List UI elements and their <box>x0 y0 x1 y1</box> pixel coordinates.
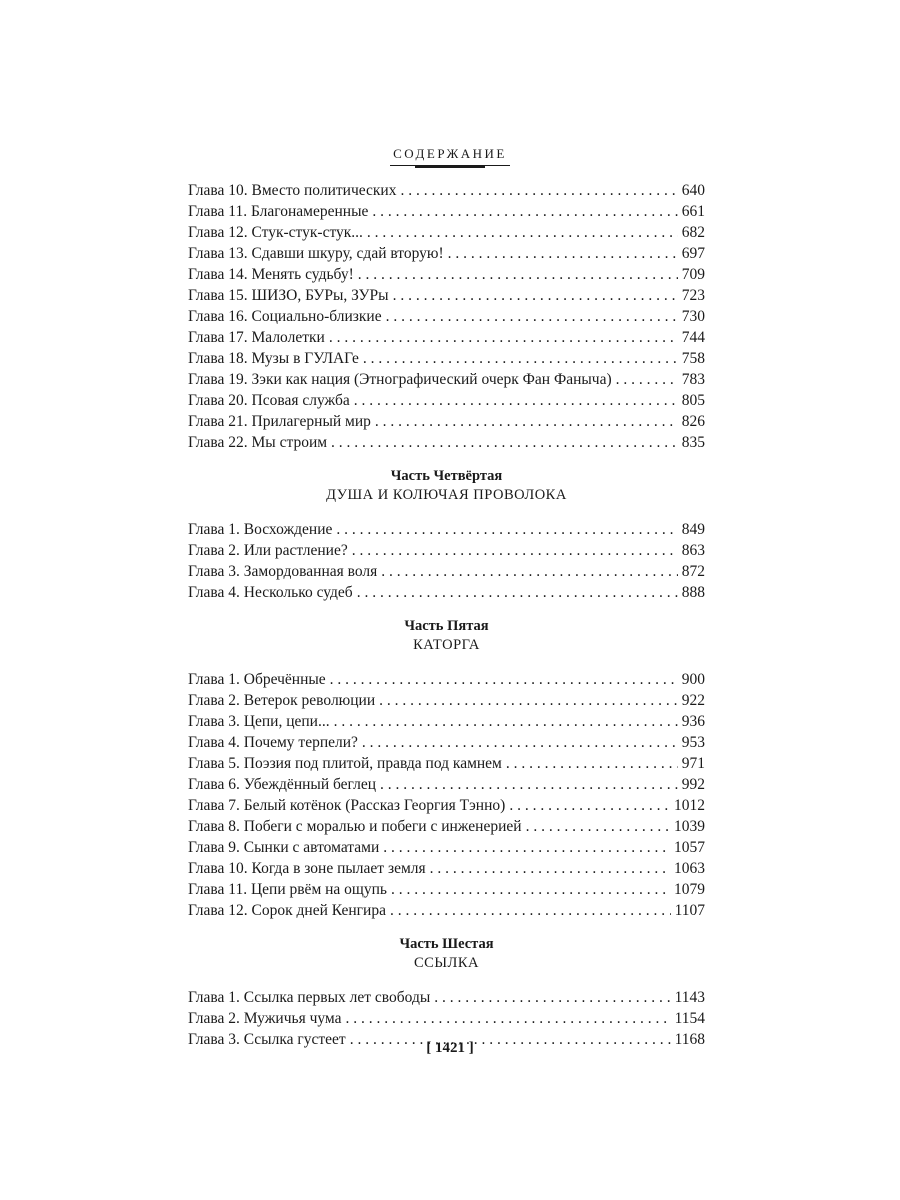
dot-leader <box>354 390 678 411</box>
toc-entry <box>188 669 705 690</box>
toc-entry <box>188 327 705 348</box>
chapter-title: Глава 3. Ссылка густеет <box>188 1031 346 1048</box>
toc-entry <box>188 222 705 243</box>
dot-leader <box>363 348 678 369</box>
dot-leader <box>509 795 670 816</box>
toc-entry <box>188 582 705 603</box>
toc-entry <box>188 306 705 327</box>
chapter-page-number: 758 <box>681 350 705 367</box>
chapter-title: Глава 11. Цепи рвём на ощупь <box>188 881 387 898</box>
dot-leader <box>390 900 671 921</box>
chapter-title: Глава 11. Благонамеренные <box>188 203 369 220</box>
part-heading <box>188 921 705 987</box>
chapter-page-number: 826 <box>681 413 705 430</box>
part-heading <box>188 603 705 669</box>
dot-leader <box>380 774 678 795</box>
chapter-page-number: 835 <box>681 434 705 451</box>
part-label: Часть Пятая <box>404 618 489 634</box>
dot-leader <box>375 411 678 432</box>
chapter-title: Глава 21. Прилагерный мир <box>188 413 371 430</box>
toc-entry <box>188 561 705 582</box>
chapter-page-number: 1057 <box>674 839 705 856</box>
toc-entry <box>188 879 705 900</box>
chapter-page-number: 1154 <box>674 1010 705 1027</box>
chapter-page-number: 1107 <box>674 902 705 919</box>
toc-entry <box>188 369 705 390</box>
chapter-page-number: 709 <box>681 266 705 283</box>
dot-leader <box>367 222 678 243</box>
toc-entry <box>188 858 705 879</box>
toc-entry <box>188 900 705 921</box>
chapter-title: Глава 14. Менять судьбу! <box>188 266 354 283</box>
chapter-page-number: 723 <box>681 287 705 304</box>
dot-leader <box>346 1008 671 1029</box>
chapter-title: Глава 4. Несколько судеб <box>188 584 353 601</box>
toc-entry <box>188 519 705 540</box>
chapter-page-number: 992 <box>681 776 705 793</box>
toc-entry <box>188 411 705 432</box>
chapter-title: Глава 1. Восхождение <box>188 521 333 538</box>
table-of-contents <box>188 180 705 1050</box>
toc-entry <box>188 732 705 753</box>
chapter-page-number: 900 <box>681 671 705 688</box>
dot-leader <box>430 858 670 879</box>
toc-entry <box>188 285 705 306</box>
chapter-title: Глава 10. Когда в зоне пылает земля <box>188 860 426 877</box>
chapter-page-number: 1168 <box>674 1031 705 1048</box>
toc-entry <box>188 1008 705 1029</box>
part-title: ДУША И КОЛЮЧАЯ ПРОВОЛОКА <box>326 487 567 503</box>
chapter-title: Глава 7. Белый котёнок (Рассказ Георгия Тэнно) <box>188 797 506 814</box>
toc-entry <box>188 390 705 411</box>
chapter-page-number: 936 <box>681 713 705 730</box>
dot-leader <box>391 879 670 900</box>
chapter-title: Глава 18. Музы в ГУЛАГе <box>188 350 359 367</box>
running-head: СОДЕРЖАНИЕ <box>393 146 507 161</box>
chapter-page-number: 872 <box>681 563 705 580</box>
chapter-title: Глава 12. Сорок дней Кенгира <box>188 902 386 919</box>
part-title: КАТОРГА <box>413 637 480 653</box>
chapter-title: Глава 6. Убеждённый беглец <box>188 776 377 793</box>
chapter-title: Глава 13. Сдавши шкуру, сдай вторую! <box>188 245 444 262</box>
toc-entry <box>188 432 705 453</box>
chapter-title: Глава 2. Ветерок революции <box>188 692 376 709</box>
chapter-page-number: 661 <box>681 203 705 220</box>
toc-entry <box>188 774 705 795</box>
dot-leader <box>448 243 678 264</box>
dot-leader <box>381 561 677 582</box>
chapter-title: Глава 3. Цепи, цепи... <box>188 713 330 730</box>
dot-leader <box>383 837 670 858</box>
dot-leader <box>526 816 670 837</box>
dot-leader <box>334 711 678 732</box>
chapter-title: Глава 4. Почему терпели? <box>188 734 358 751</box>
dot-leader <box>506 753 678 774</box>
chapter-title: Глава 16. Социально-близкие <box>188 308 382 325</box>
chapter-page-number: 863 <box>681 542 705 559</box>
chapter-title: Глава 1. Обречённые <box>188 671 326 688</box>
toc-entry <box>188 753 705 774</box>
chapter-title: Глава 8. Побеги с моралью и побеги с инженерией <box>188 818 522 835</box>
part-title: ССЫЛКА <box>414 955 479 971</box>
dot-leader <box>386 306 678 327</box>
toc-entry <box>188 180 705 201</box>
chapter-title: Глава 12. Стук-стук-стук... <box>188 224 363 241</box>
chapter-title: Глава 1. Ссылка первых лет свободы <box>188 989 431 1006</box>
toc-entry <box>188 690 705 711</box>
chapter-page-number: 1143 <box>674 989 705 1006</box>
dot-leader <box>336 519 677 540</box>
toc-entry <box>188 243 705 264</box>
chapter-page-number: 805 <box>681 392 705 409</box>
chapter-page-number: 1039 <box>674 818 705 835</box>
dot-leader <box>357 582 678 603</box>
dot-leader <box>379 690 678 711</box>
part-label: Часть Шестая <box>399 936 494 952</box>
chapter-title: Глава 5. Поэзия под плитой, правда под камнем <box>188 755 502 772</box>
dot-leader <box>330 669 678 690</box>
chapter-page-number: 888 <box>681 584 705 601</box>
dot-leader <box>616 369 678 390</box>
chapter-page-number: 1012 <box>674 797 705 814</box>
chapter-title: Глава 17. Малолетки <box>188 329 325 346</box>
dot-leader <box>372 201 677 222</box>
chapter-page-number: 1079 <box>674 881 705 898</box>
part-heading <box>188 453 705 519</box>
chapter-title: Глава 19. Зэки как нация (Этнографический очерк Фан Фаныча) <box>188 371 612 388</box>
toc-entry <box>188 201 705 222</box>
chapter-title: Глава 10. Вместо политических <box>188 182 397 199</box>
toc-entry <box>188 540 705 561</box>
running-head-rule <box>390 165 510 166</box>
chapter-title: Глава 15. ШИЗО, БУРы, ЗУРы <box>188 287 389 304</box>
toc-entry <box>188 795 705 816</box>
chapter-page-number: 971 <box>681 755 705 772</box>
dot-leader <box>393 285 678 306</box>
chapter-page-number: 783 <box>681 371 705 388</box>
chapter-title: Глава 22. Мы строим <box>188 434 328 451</box>
chapter-page-number: 682 <box>681 224 705 241</box>
chapter-page-number: 640 <box>681 182 705 199</box>
dot-leader <box>329 327 678 348</box>
dot-leader <box>362 732 678 753</box>
dot-leader <box>400 180 677 201</box>
chapter-title: Глава 2. Мужичья чума <box>188 1010 342 1027</box>
chapter-page-number: 1063 <box>674 860 705 877</box>
dot-leader <box>434 987 670 1008</box>
toc-entry <box>188 711 705 732</box>
chapter-title: Глава 3. Замордованная воля <box>188 563 378 580</box>
toc-entry <box>188 987 705 1008</box>
chapter-page-number: 697 <box>681 245 705 262</box>
chapter-title: Глава 20. Псовая служба <box>188 392 350 409</box>
chapter-page-number: 730 <box>681 308 705 325</box>
chapter-title: Глава 9. Сынки с автоматами <box>188 839 380 856</box>
chapter-title: Глава 2. Или растление? <box>188 542 348 559</box>
toc-entry <box>188 264 705 285</box>
page-number: [ 1421 ] <box>426 1040 474 1056</box>
toc-entry <box>188 816 705 837</box>
chapter-page-number: 953 <box>681 734 705 751</box>
dot-leader <box>331 432 678 453</box>
toc-entry <box>188 837 705 858</box>
chapter-page-number: 922 <box>681 692 705 709</box>
part-label: Часть Четвёртая <box>390 468 503 484</box>
dot-leader <box>358 264 678 285</box>
chapter-page-number: 849 <box>681 521 705 538</box>
dot-leader <box>352 540 678 561</box>
toc-entry <box>188 348 705 369</box>
chapter-page-number: 744 <box>681 329 705 346</box>
